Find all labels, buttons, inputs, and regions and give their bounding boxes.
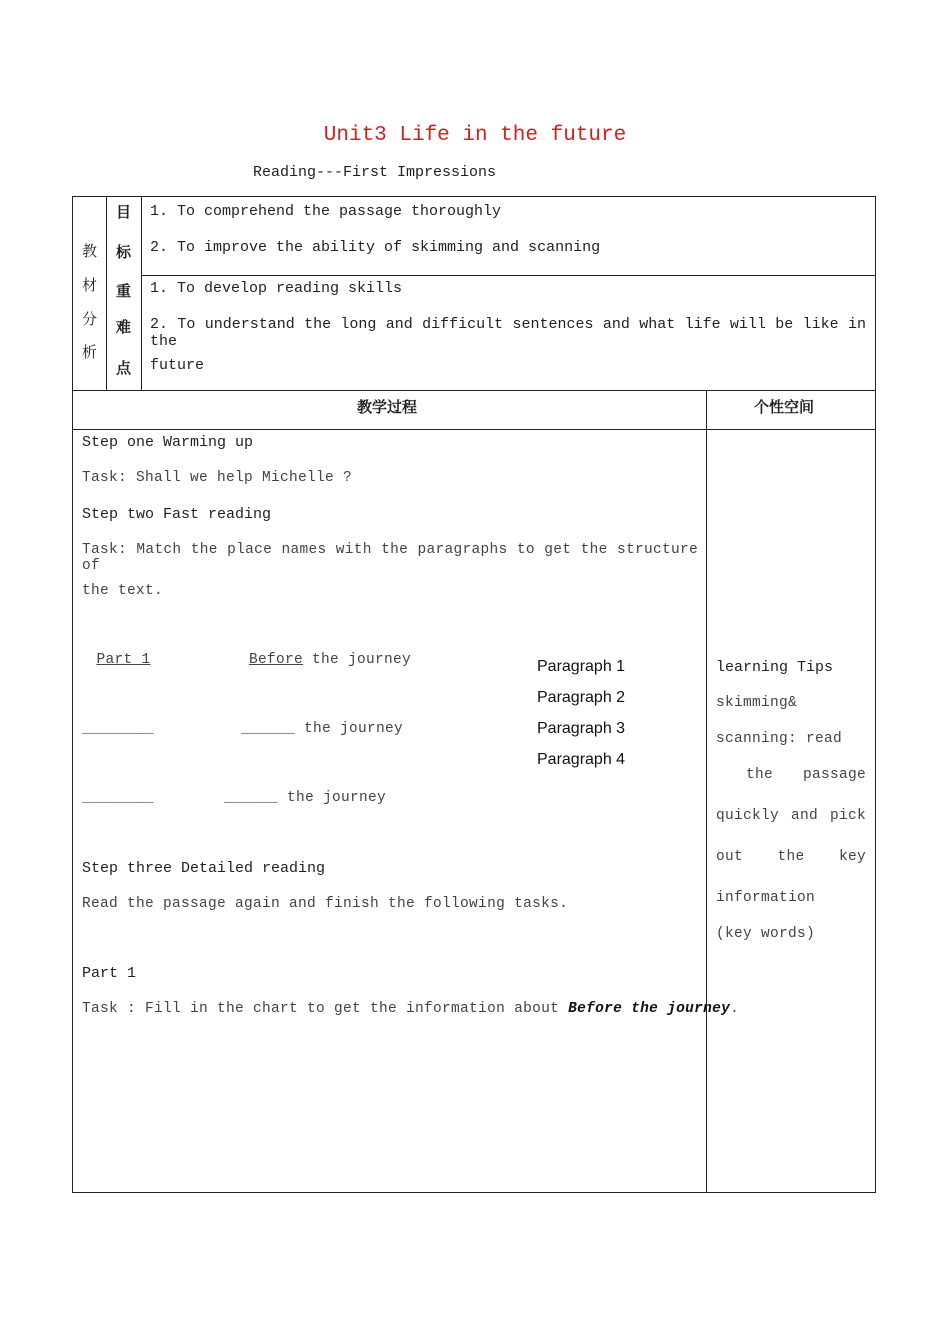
match-blank: ______ <box>224 790 279 806</box>
match-rest: the journey <box>303 652 412 668</box>
part1-task-text: Task : Fill in the chart to get the information about <box>82 1001 569 1017</box>
keypoints-label-char: 重 <box>116 282 132 300</box>
step2-task: Task: Match the place names with the paragraphs to get the structure of <box>82 542 698 574</box>
step2-title: Step two Fast reading <box>82 506 272 523</box>
step3-title: Step three Detailed reading <box>82 860 326 877</box>
part-label: Part 1 <box>96 652 151 668</box>
keypoint-item: 2. To understand the long and difficult sentences and what life will be like in the <box>150 316 866 350</box>
tips-line: the passage <box>746 767 866 783</box>
part1-task-emphasis: Before the journey <box>568 1001 731 1017</box>
objectives-label-char: 目 <box>116 203 132 221</box>
tips-line: scanning: read <box>716 731 843 747</box>
match-blank: ______ <box>241 721 296 737</box>
section-label-char: 分 <box>82 310 98 328</box>
tips-line: quickly and pick <box>716 808 866 824</box>
paragraph-option: Paragraph 2 <box>537 689 626 706</box>
match-rest: the journey <box>295 721 404 737</box>
objectives-label-char: 标 <box>116 243 132 261</box>
part1-task-end: . <box>730 1001 740 1017</box>
section-label-char: 教 <box>82 242 98 260</box>
match-row <box>224 790 386 806</box>
page-subtitle: Reading---First Impressions <box>253 164 497 181</box>
tips-line: information <box>716 890 816 906</box>
personal-space-header: 个性空间 <box>754 398 815 416</box>
tips-line: skimming& <box>716 695 798 711</box>
keypoint-item: future <box>150 357 205 374</box>
match-word: Before <box>249 652 304 668</box>
part-blank: ________ <box>82 721 155 737</box>
step3-task: Read the passage again and finish the following tasks. <box>82 896 569 912</box>
process-header: 教学过程 <box>357 398 418 416</box>
step1-title: Step one Warming up <box>82 434 254 451</box>
match-rest: the journey <box>278 790 387 806</box>
match-row <box>241 721 403 737</box>
section-label-char: 析 <box>82 343 98 361</box>
paragraph-option: Paragraph 3 <box>537 720 626 737</box>
tips-line: out the key <box>716 849 866 865</box>
tips-line: (key words) <box>716 926 816 942</box>
part-blank: ________ <box>82 790 155 806</box>
paragraph-options <box>537 655 647 768</box>
part1-task <box>82 1001 739 1017</box>
objective-item: 1. To comprehend the passage thoroughly <box>150 203 502 220</box>
paragraph-option: Paragraph 4 <box>537 751 626 768</box>
step2-task-cont: the text. <box>82 583 164 599</box>
section-label-char: 材 <box>82 276 98 294</box>
part1-title: Part 1 <box>82 965 137 982</box>
match-row <box>249 652 411 668</box>
keypoint-item: 1. To develop reading skills <box>150 280 403 297</box>
paragraph-option: Paragraph 1 <box>537 658 626 675</box>
keypoints-label-char: 点 <box>116 359 132 377</box>
objective-item: 2. To improve the ability of skimming and scanning <box>150 239 601 256</box>
tips-title: learning Tips <box>716 659 834 676</box>
keypoints-label-char: 难 <box>116 318 132 336</box>
step1-task: Task: Shall we help Michelle ? <box>82 470 353 486</box>
page-title: Unit3 Life in the future <box>323 124 627 147</box>
